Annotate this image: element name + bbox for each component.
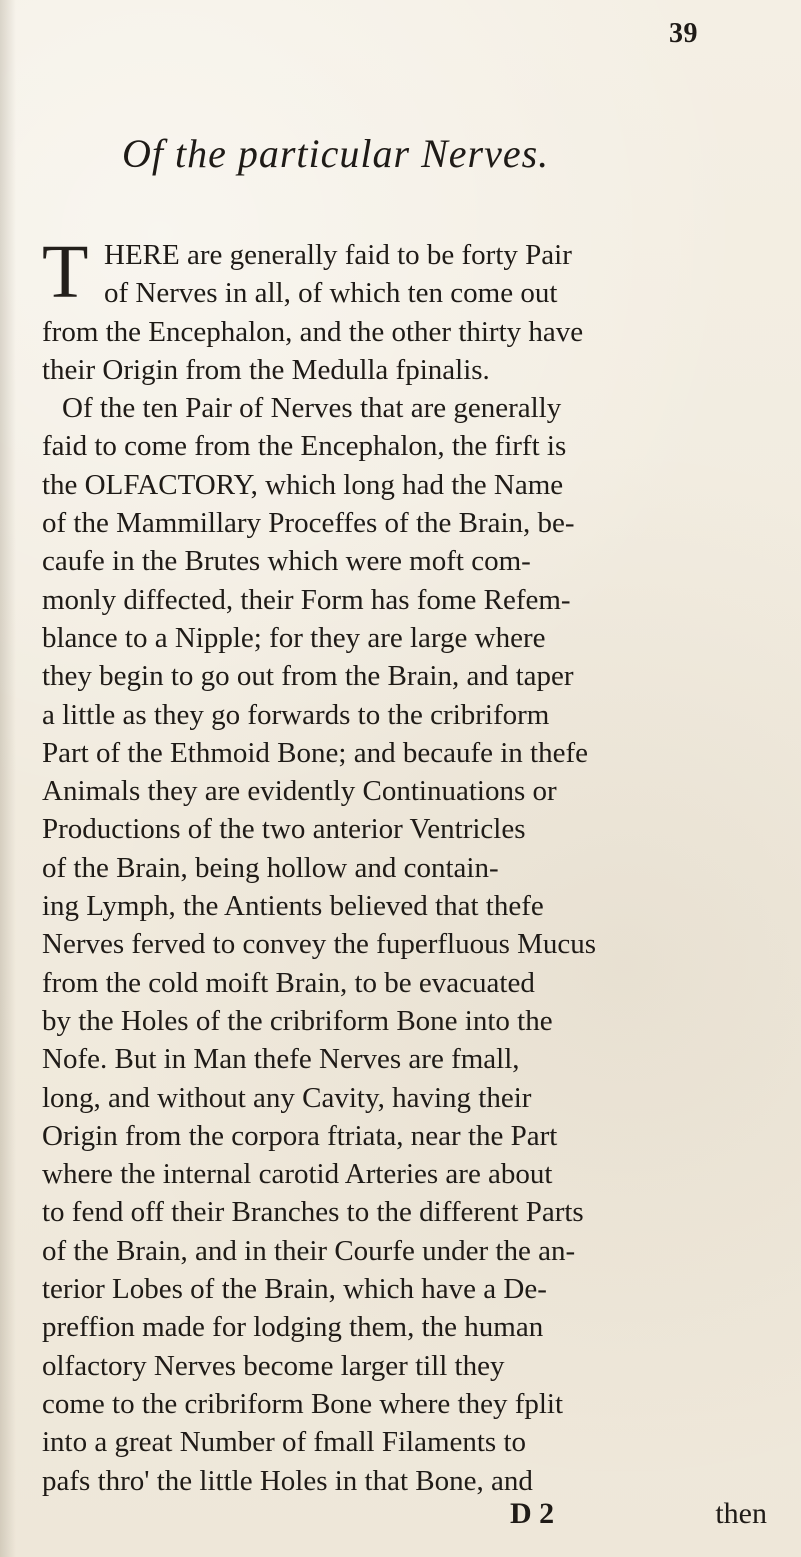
text-line: Productions of the two anterior Ventricles	[42, 813, 526, 846]
page-footer	[42, 1497, 777, 1537]
text-line: Origin from the corpora ftriata, near the Part	[42, 1119, 558, 1152]
text-line: Of the ten Pair of Nerves that are generally	[62, 392, 562, 425]
page-gutter-shadow	[0, 0, 16, 1557]
text-line: to fend off their Branches to the different Parts	[42, 1196, 584, 1229]
catchword: then	[715, 1497, 767, 1530]
text-line: of the Brain, being hollow and contain-	[42, 851, 499, 884]
signature-mark: D 2	[510, 1497, 555, 1530]
text-line: into a great Number of fmall Filaments to	[42, 1426, 527, 1459]
text-line: caufe in the Brutes which were moft com-	[42, 545, 531, 578]
text-line: Part of the Ethmoid Bone; and becaufe in thefe	[42, 736, 588, 769]
text-line: Nerves ferved to convey the fuperfluous Mucus	[42, 928, 597, 961]
text-line: Nofe. But in Man thefe Nerves are fmall,	[42, 1043, 520, 1076]
drop-cap: T	[42, 230, 89, 314]
text-line: blance to a Nipple; for they are large where	[42, 621, 546, 654]
text-line: come to the cribriform Bone where they fplit	[42, 1387, 564, 1420]
text-line: from the Encephalon, and the other thirty have	[42, 315, 584, 348]
text-line: of the Mammillary Proceffes of the Brain, be-	[42, 507, 575, 540]
text-line: preffion made for lodging them, the human	[42, 1311, 544, 1344]
text-line: pafs thro' the little Holes in that Bone, and	[42, 1464, 533, 1497]
text-line: long, and without any Cavity, having their	[42, 1081, 532, 1114]
text-line: they begin to go out from the Brain, and taper	[42, 660, 574, 693]
text-line: terior Lobes of the Brain, which have a De-	[42, 1273, 547, 1306]
text-line: a little as they go forwards to the cribriform	[42, 698, 550, 731]
section-heading: Of the particular Nerves.	[122, 131, 550, 176]
text-line: of the Brain, and in their Courfe under the an-	[42, 1234, 576, 1267]
text-line: ing Lymph, the Antients believed that thefe	[42, 890, 544, 923]
text-line: of Nerves in all, of which ten come out	[104, 277, 558, 310]
page-number: 39	[669, 18, 698, 49]
text-line: monly diffected, their Form has fome Refem-	[42, 583, 571, 616]
text-line: olfactory Nerves become larger till they	[42, 1349, 505, 1382]
text-line: Animals they are evidently Continuations or	[42, 775, 557, 808]
text-line: from the cold moift Brain, to be evacuated	[42, 966, 535, 999]
text-line: their Origin from the Medulla fpinalis.	[42, 353, 490, 386]
text-line: where the internal carotid Arteries are about	[42, 1158, 553, 1191]
body-text	[42, 230, 777, 1500]
text-line: by the Holes of the cribriform Bone into the	[42, 1004, 553, 1037]
text-line: the OLFACTORY, which long had the Name	[42, 468, 564, 501]
text-line: faid to come from the Encephalon, the firft is	[42, 430, 567, 463]
text-line-content: HERE are generally faid to be forty Pair	[104, 239, 572, 271]
